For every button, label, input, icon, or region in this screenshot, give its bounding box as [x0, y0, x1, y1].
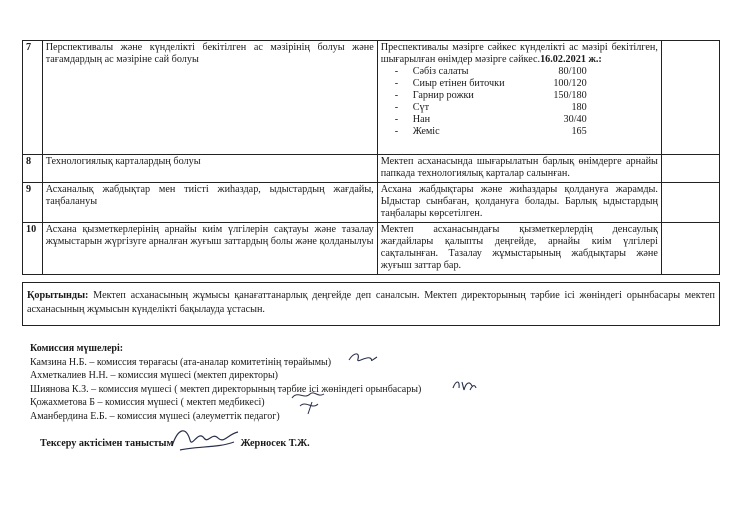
inspection-table	[22, 40, 720, 275]
commission-member: Ахметкалиев Н.Н. – комиссия мүшесі (мектеп директоры)	[30, 370, 279, 382]
commission-member: Шиянова К.З. – комиссия мүшесі ( мектеп директорының тәрбие ісі жөніндегі орынбасары)	[30, 383, 422, 395]
row-number: 10	[23, 223, 43, 275]
empty-cell	[661, 155, 719, 183]
menu-item-name: Нан	[412, 114, 431, 125]
menu-item-name: Сүт	[412, 102, 430, 113]
empty-cell	[661, 41, 719, 155]
menu-list	[381, 66, 658, 138]
commission-member: Камзина Н.Б. – комиссия төрағасы (ата-аналар комитетінің төрайымы)	[30, 356, 332, 368]
result-cell	[377, 41, 661, 155]
menu-item: - Нан 30/40	[394, 114, 587, 125]
menu-item: - Сәбіз салаты 80/100	[394, 66, 587, 77]
empty-cell	[661, 223, 719, 275]
acknowledgement-line	[40, 438, 310, 449]
signature-mark	[346, 350, 380, 366]
table-row	[23, 41, 720, 155]
result-text: Преспективалы мәзірге сәйкес күнделікті ас мәзірі бекітілген, шығарылған өнімдер мәзірге сәйкес.	[380, 42, 658, 65]
requirement-cell: Технологиялық карталардың болуы	[42, 155, 377, 183]
commission-title: Комиссия мүшелері:	[30, 343, 124, 354]
menu-item: - Гарнир рожки 150/180	[394, 90, 587, 101]
result-cell: Асхана жабдықтары және жиһаздары қолдануға жарамды. Ыдыстар сынбаған, қолдануға болады. Барлық ыдыстардың таңбалары көрсетілген.	[377, 183, 661, 223]
table-row	[23, 223, 720, 275]
conclusion-text: Мектеп асханасының жұмысы қанағаттанарлық деңгейде деп саналсын. Мектеп директорының тәрбие ісі жөніндегі орынбасары мектеп асханасының жұмысын күнделікті бақылауда ұстасын.	[27, 290, 715, 315]
menu-item-amount: 165	[571, 126, 587, 137]
menu-item: - Сиыр етінен биточки 100/120	[394, 78, 587, 89]
menu-item-amount: 80/100	[558, 66, 587, 77]
acknowledgement-name: Жерносек Т.Ж.	[240, 438, 310, 449]
row-number: 7	[23, 41, 43, 155]
commission-member: Қожахметова Б – комиссия мүшесі ( мектеп медбикесі)	[30, 397, 265, 409]
menu-item-name: Жеміс	[412, 126, 440, 137]
result-cell: Мектеп асханасындағы қызметкерлердің денсаулық жағдайлары қалыпты деңгейде, арнайы киім үлгілері сақталынған. Тазалау жұмыстарының жабдықтары және жуғыш заттар бар.	[377, 223, 661, 275]
requirement-cell: Асхана қызметкерлерінің арнайы киім үлгілерін сақтауы және тазалау жұмыстарын жүргізуге арналған жуғыш заттардың болы және қолданылуы	[42, 223, 377, 275]
result-date: 16.02.2021 ж.:	[540, 54, 602, 65]
table-row	[23, 155, 720, 183]
menu-item-name: Гарнир рожки	[412, 90, 474, 101]
result-cell: Мектеп асханасында шығарылатын барлық өнімдерге арнайы папкада технологиялық карталар салынған.	[377, 155, 661, 183]
commission-member: Аманбердина Е.Б. – комиссия мүшесі (әлеуметтік педагог)	[30, 410, 280, 422]
requirement-cell: Перспективалы және күнделікті бекітілген ас мәзірінің болуы және тағамдардың ас мәзіріне сай болуы	[42, 41, 377, 155]
acknowledgement-label: Тексеру актісімен таныстым	[40, 438, 174, 449]
menu-item-amount: 100/120	[553, 78, 587, 89]
requirement-cell: Асханалық жабдықтар мен тиісті жиһаздар, ыдыстардың жағдайы, таңбалануы	[42, 183, 377, 223]
signature-mark	[290, 388, 332, 416]
conclusion-box	[22, 282, 720, 326]
row-number: 9	[23, 183, 43, 223]
signature-mark	[450, 376, 478, 394]
menu-item-name: Сиыр етінен биточки	[412, 78, 505, 89]
menu-item-amount: 30/40	[563, 114, 587, 125]
menu-item: - Жеміс 165	[394, 126, 587, 137]
table-row	[23, 183, 720, 223]
conclusion-label: Қорытынды:	[27, 290, 89, 301]
empty-cell	[661, 183, 719, 223]
menu-item-amount: 180	[571, 102, 587, 113]
menu-item-name: Сәбіз салаты	[412, 66, 469, 77]
menu-item-amount: 150/180	[553, 90, 587, 101]
menu-item: - Сүт 180	[394, 102, 587, 113]
row-number: 8	[23, 155, 43, 183]
